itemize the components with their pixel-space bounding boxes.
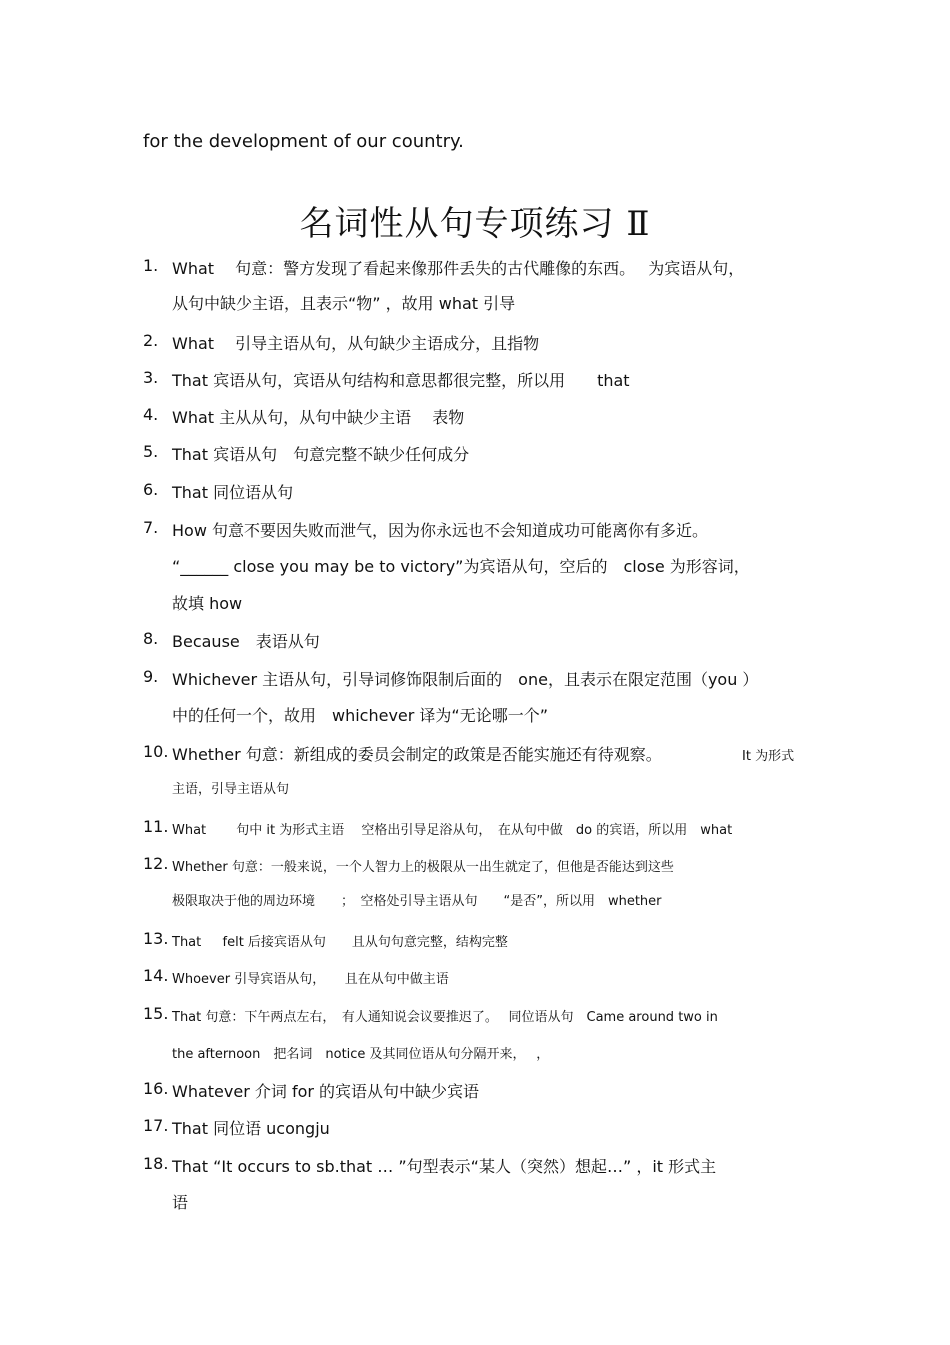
item-number: 8. xyxy=(143,629,159,648)
item-text: That 宾语从句，宾语从句结构和意思都很完整，所以用 that xyxy=(172,371,630,390)
item-number: 13. xyxy=(143,929,169,948)
item-text: What 句中 it 为形式主语 空格出引导足浴从句， 在从句中做 do 的宾语，所以用 what xyxy=(172,823,733,838)
item-text: “______ close you may be to victory”为宾语从句，空后的 close 为形容词， xyxy=(172,557,750,576)
item-number: 4. xyxy=(143,405,159,424)
item-text: 中的任何一个，故用 whichever 译为“无论哪一个” xyxy=(172,706,549,725)
item-number: 3. xyxy=(143,368,159,387)
item-text: the afternoon 把名词 notice 及其同位语从句分隔开来， ， xyxy=(172,1047,550,1062)
item-number: 5. xyxy=(143,442,159,461)
item-number: 18. xyxy=(143,1154,169,1173)
item-number: 10. xyxy=(143,742,169,761)
item-text: Whichever 主语从句，引导词修饰限制后面的 one，且表示在限定范围（you ） xyxy=(172,670,759,689)
item-text: That felt 后接宾语从句 且从句句意完整，结构完整 xyxy=(172,935,508,950)
item-text: Whoever 引导宾语从句， 且在从句中做主语 xyxy=(172,972,449,987)
item-number: 17. xyxy=(143,1116,169,1135)
page-title: 名词性从句专项练习 Ⅱ xyxy=(299,204,651,244)
item-text: What 句意：警方发现了看起来像那件丢失的古代雕像的东西。 为宾语从句， xyxy=(172,259,745,278)
item-text: That 句意：下午两点左右， 有人通知说会议要推迟了。 同位语从句 Came around two in xyxy=(172,1010,718,1025)
item-number: 1. xyxy=(143,256,159,275)
item-text: That 宾语从句 句意完整不缺少任何成分 xyxy=(172,445,470,464)
item-text: 故填 how xyxy=(172,594,243,613)
item-text: How 句意不要因失败而泄气，因为你永远也不会知道成功可能离你有多近。 xyxy=(172,521,708,540)
item-text: 极限取决于他的周边环境 ； 空格处引导主语从句 “是否”，所以用 whether xyxy=(172,894,662,909)
item-text: Whether 句意：新组成的委员会制定的政策是否能实施还有待观察。 xyxy=(172,745,662,764)
item-number: 11. xyxy=(143,817,169,836)
item-text: That “It occurs to sb.that … ”句型表示“某人（突然）想起…” ，it 形式主 xyxy=(172,1157,717,1176)
item-number: 16. xyxy=(143,1079,169,1098)
item-text: 主语，引导主语从句 xyxy=(172,782,290,797)
item-number: 6. xyxy=(143,480,159,499)
item-text-tail: It 为形式 xyxy=(742,749,795,764)
item-text: That 同位语 ucongju xyxy=(172,1119,330,1138)
item-number: 15. xyxy=(143,1004,169,1023)
item-number: 7. xyxy=(143,518,159,537)
item-text: What 主从从句，从句中缺少主语 表物 xyxy=(172,408,465,427)
item-text: 语 xyxy=(172,1193,189,1212)
item-number: 12. xyxy=(143,854,169,873)
item-text: What 引导主语从句，从句缺少主语成分，且指物 xyxy=(172,334,540,353)
lead-line: for the development of our country. xyxy=(143,131,464,152)
item-number: 9. xyxy=(143,667,159,686)
item-text: Whatever 介词 for 的宾语从句中缺少宾语 xyxy=(172,1082,480,1101)
item-text: That 同位语从句 xyxy=(172,483,294,502)
item-number: 14. xyxy=(143,966,169,985)
item-text: Because 表语从句 xyxy=(172,632,320,651)
item-number: 2. xyxy=(143,331,159,350)
item-text: 从句中缺少主语，且表示“物” ，故用 what 引导 xyxy=(172,294,516,313)
item-text: Whether 句意：一般来说，一个人智力上的极限从一出生就定了，但他是否能达到这些 xyxy=(172,860,674,875)
